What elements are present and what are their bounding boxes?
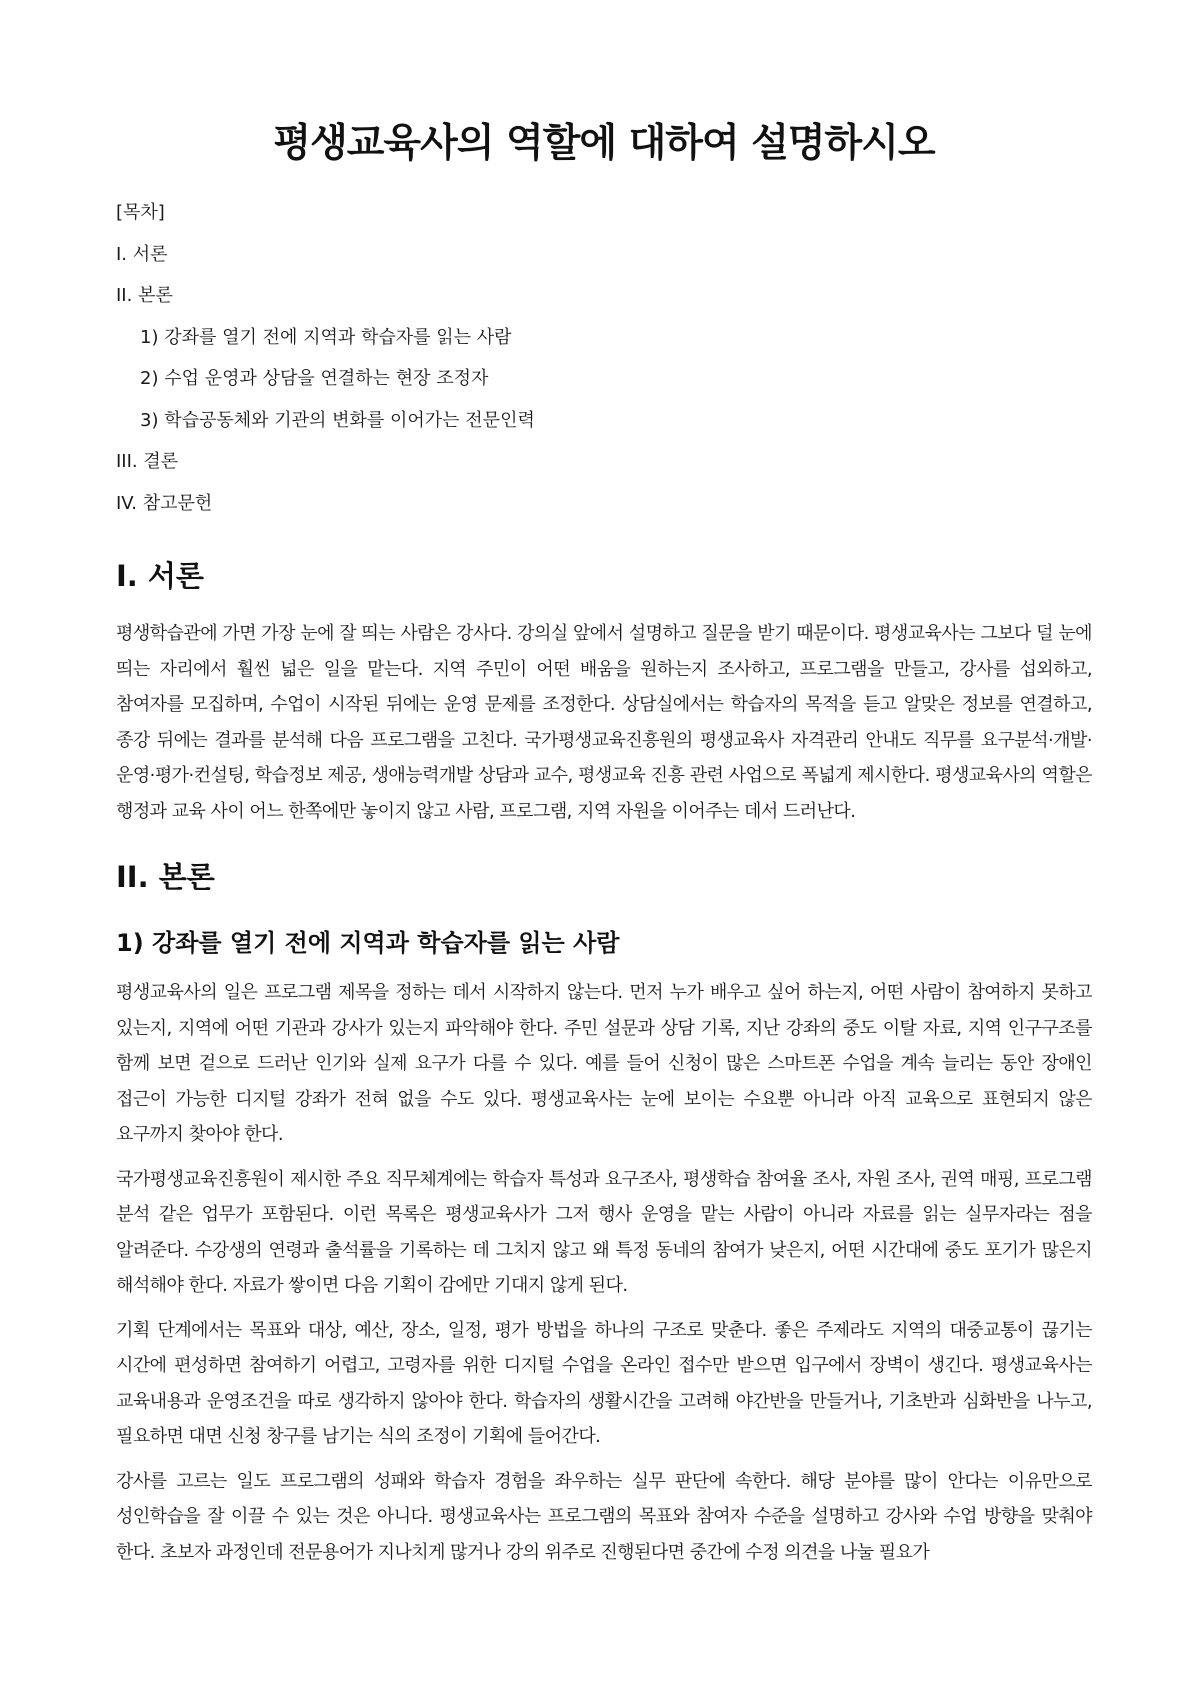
subsection-1-paragraph-3: 기획 단계에서는 목표와 대상, 예산, 장소, 일정, 평가 방법을 하나의 구조로 맞춘다. 좋은 주제라도 지역의 대중교통이 끊기는 시간에 편성하면 참여하기 어렵고, 고령자를 위한 디지털 수업을 온라인 접수만 받으면 입구에서 장벽이 생긴다. 평생교육사는 교육내용과 운영조건을 따로 생각하지 않아야 한다. 학습자의 생활시간을 고려해 야간반을 만들거나, 기초반과 심화반을 나누고, 필요하면 대면 신청 창구를 남기는 식의 조정이 기획에 들어간다. xyxy=(116,1319,1092,1447)
toc-item-conclusion: III. 결론 xyxy=(116,451,179,472)
subsection-1-paragraph-1: 평생교육사의 일은 프로그램 제목을 정하는 데서 시작하지 않는다. 먼저 누가 배우고 싶어 하는지, 어떤 사람이 참여하지 못하고 있는지, 지역에 어떤 기관과 강사가 있는지 파악해야 한다. 주민 설문과 상담 기록, 지난 강좌의 중도 이탈 자료, 지역 인구구조를 함께 보면 겉으로 드러난 인기와 실제 요구가 다를 수 있다. 예를 들어 신청이 많은 스마트폰 수업을 계속 늘리는 동안 장애인 접근이 가능한 디지털 강좌가 전혀 없을 수도 있다. 평생교육사는 눈에 보이는 수요뿐 아니라 아직 교육으로 표현되지 않은 요구까지 찾아야 한다. xyxy=(116,982,1092,1145)
document-title: 평생교육사의 역할에 대하여 설명하시오 xyxy=(273,121,935,166)
subsection-1-heading: 1) 강좌를 열기 전에 지역과 학습자를 읽는 사람 xyxy=(116,929,620,957)
table-of-contents xyxy=(116,192,1092,524)
intro-paragraph: 평생학습관에 가면 가장 눈에 잘 띄는 사람은 강사다. 강의실 앞에서 설명하고 질문을 받기 때문이다. 평생교육사는 그보다 덜 눈에 띄는 자리에서 훨씬 넓은 일을 맡는다. 지역 주민이 어떤 배움을 원하는지 조사하고, 프로그램을 만들고, 강사를 섭외하고, 참여자를 모집하며, 수업이 시작된 뒤에는 운영 문제를 조정한다. 상담실에서는 학습자의 목적을 듣고 알맞은 정보를 연결하고, 종강 뒤에는 결과를 분석해 다음 프로그램을 고친다. 국가평생교육진흥원의 평생교육사 자격관리 안내도 직무를 요구분석·개발·운영·평가·컨설팅, 학습정보 제공, 생애능력개발 상담과 교수, 평생교육 진흥 관련 사업으로 폭넓게 제시한다. 평생교육사의 역할은 행정과 교육 사이 어느 한쪽에만 놓이지 않고 사람, 프로그램, 지역 자원을 이어주는 데서 드러난다. xyxy=(116,623,1092,822)
toc-label: [목차] xyxy=(116,202,165,223)
body-heading: II. 본론 xyxy=(116,860,215,894)
toc-item-body: II. 본론 xyxy=(116,285,173,306)
toc-item-references: IV. 참고문헌 xyxy=(116,492,213,514)
subsection-1-paragraph-4: 강사를 고르는 일도 프로그램의 성패와 학습자 경험을 좌우하는 실무 판단에 속한다. 해당 분야를 많이 안다는 이유만으로 성인학습을 잘 이끌 수 있는 것은 아니다. 평생교육사는 프로그램의 목표와 참여자 수준을 설명하고 강사와 수업 방향을 맞춰야 한다. 초보자 과정인데 전문용어가 지나치게 많거나 강의 위주로 진행된다면 중간에 수정 의견을 나눌 필요가 xyxy=(116,1470,1092,1563)
toc-item-intro: I. 서론 xyxy=(116,243,168,265)
toc-item-body-1: 1) 강좌를 열기 전에 지역과 학습자를 읽는 사람 xyxy=(140,326,512,348)
subsection-1-paragraph-2: 국가평생교육진흥원이 제시한 주요 직무체계에는 학습자 특성과 요구조사, 평생학습 참여율 조사, 자원 조사, 권역 매핑, 프로그램 분석 같은 업무가 포함된다. 이런 목록은 평생교육사가 그저 행사 운영을 맡는 사람이 아니라 자료를 읽는 실무자라는 점을 알려준다. 수강생의 연령과 출석률을 기록하는 데 그치지 않고 왜 특정 동네의 참여가 낮은지, 어떤 시간대에 중도 포기가 많은지 해석해야 한다. 자료가 쌓이면 다음 기획이 감에만 기대지 않게 된다. xyxy=(116,1168,1092,1296)
toc-item-body-3: 3) 학습공동체와 기관의 변화를 이어가는 전문인력 xyxy=(140,409,535,431)
intro-heading: I. 서론 xyxy=(116,559,204,593)
toc-item-body-2: 2) 수업 운영과 상담을 연결하는 현장 조정자 xyxy=(140,368,489,389)
